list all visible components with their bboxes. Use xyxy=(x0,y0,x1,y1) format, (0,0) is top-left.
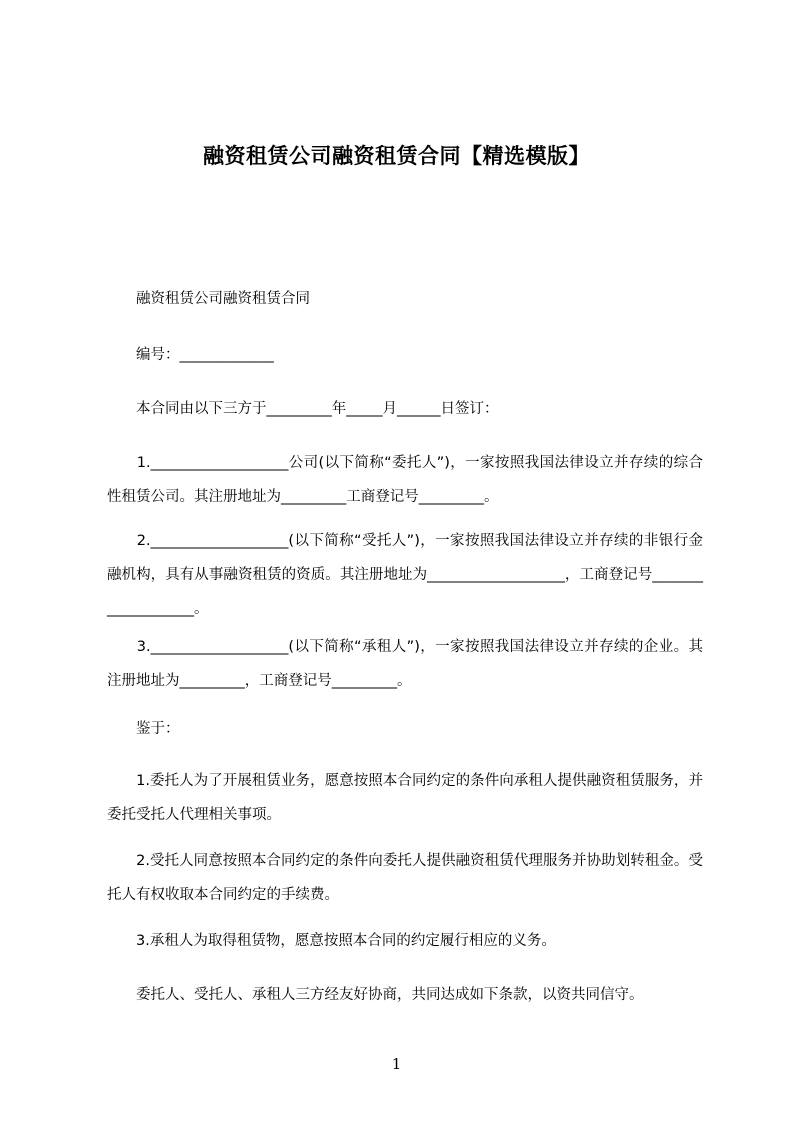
paragraph-party-2: 2.___________________(以下简称“受托人”)，一家按照我国法律设立并存续的非银行金融机构，具有从事融资租赁的资质。其注册地址为___________________，工商登记号___________________。 xyxy=(107,533,703,617)
paragraph-party-3: 3.___________________(以下简称“承租人”)，一家按照我国法律设立并存续的企业。其注册地址为_________，工商登记号_________。 xyxy=(107,639,703,689)
paragraph-recital-1: 1.委托人为了开展租赁业务，愿意按照本合同约定的条件向承租人提供融资租赁服务，并委托受托人代理相关事项。 xyxy=(107,773,703,823)
paragraph-whereas: 鉴于： xyxy=(107,721,180,737)
paragraph-recital-2: 2.受托人同意按照本合同约定的条件向委托人提供融资租赁代理服务并协助划转租金。受托人有权收取本合同约定的手续费。 xyxy=(107,853,703,903)
paragraph-signing-date: 本合同由以下三方于_________年_____月______日签订： xyxy=(107,401,499,417)
page-number: 1 xyxy=(391,1055,402,1073)
paragraph-contract-number: 编号：_____________ xyxy=(107,347,274,363)
document-title: 融资租赁公司融资租赁合同【精选模版】 xyxy=(203,144,590,168)
paragraph-recital-3: 3.承租人为取得租赁物，愿意按照本合同的约定履行相应的义务。 xyxy=(107,933,556,949)
paragraph-party-1: 1.___________________公司(以下简称“委托人”)，一家按照我国法律设立并存续的综合性租赁公司。其注册地址为_________工商登记号_________。 xyxy=(107,455,703,505)
paragraph-agreement: 委托人、受托人、承租人三方经友好协商，共同达成如下条款，以资共同信守。 xyxy=(107,987,644,1003)
paragraph-contract-name: 融资租赁公司融资租赁合同 xyxy=(107,291,310,307)
